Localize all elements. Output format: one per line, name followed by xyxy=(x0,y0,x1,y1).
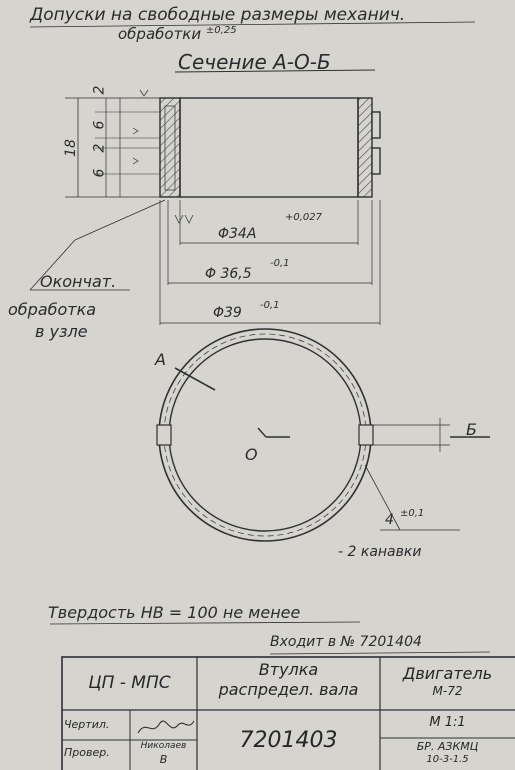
included-note: Входит в № 7201404 xyxy=(270,634,422,650)
section-point-b: Б xyxy=(466,420,477,439)
finish-note-line1: Окончат. xyxy=(40,272,117,291)
tolerance-title-word: обработки xyxy=(118,25,202,43)
checked-label: Провер. xyxy=(64,746,110,759)
outer-tolerance: -0,1 xyxy=(260,300,280,311)
part-number: 7201403 xyxy=(239,728,338,753)
bore-tolerance: +0,027 xyxy=(285,212,323,223)
tolerance-title-line1: Допуски на свободные размеры механич. xyxy=(30,5,406,25)
drawn-signature xyxy=(134,713,196,739)
right-wall-hatch xyxy=(358,98,372,197)
archive-line2: 10-3-1.5 xyxy=(426,754,469,765)
mid-tolerance: -0,1 xyxy=(270,258,290,269)
outer-diameter: Φ39 xyxy=(213,305,242,321)
side-dim-6a: 6 xyxy=(91,120,108,130)
mid-diameter: Φ 36,5 xyxy=(205,266,252,282)
assembly-line2: М-72 xyxy=(432,684,463,698)
section-point-a: А xyxy=(155,350,166,369)
finish-note-line3: в узле xyxy=(35,322,88,341)
left-wall-hatch xyxy=(160,98,180,197)
tolerance-title-value: ±0,25 xyxy=(205,25,237,36)
checker-initial: В xyxy=(159,753,168,766)
hardness-note: Твердость НВ = 100 не менее xyxy=(48,603,301,622)
side-dim-2b: 2 xyxy=(91,143,108,153)
checker-name: Николаев xyxy=(140,741,187,751)
groove-tolerance: ±0,1 xyxy=(400,508,425,519)
assembly-line1: Двигатель xyxy=(402,664,493,683)
groove-width: 4 xyxy=(385,512,394,528)
finish-note-line2: обработка xyxy=(8,300,97,319)
part-name-line2: распредел. вала xyxy=(218,680,359,699)
org-label: ЦП - МПС xyxy=(88,673,171,693)
groove-count: - 2 канавки xyxy=(338,544,422,560)
archive-line1: БР. АЗКМЦ xyxy=(416,740,479,753)
drawn-label: Чертил. xyxy=(64,718,110,731)
bore-diameter: Φ34А xyxy=(218,226,257,242)
height-dimension: 18 xyxy=(62,139,79,157)
side-dim-2a: 2 xyxy=(91,85,108,95)
center-point-o: О xyxy=(245,445,258,464)
part-name-line1: Втулка xyxy=(258,660,319,679)
section-label: Сечение А-О-Б xyxy=(178,50,331,74)
scale-label: М 1:1 xyxy=(429,715,466,730)
side-dim-6b: 6 xyxy=(91,168,108,178)
